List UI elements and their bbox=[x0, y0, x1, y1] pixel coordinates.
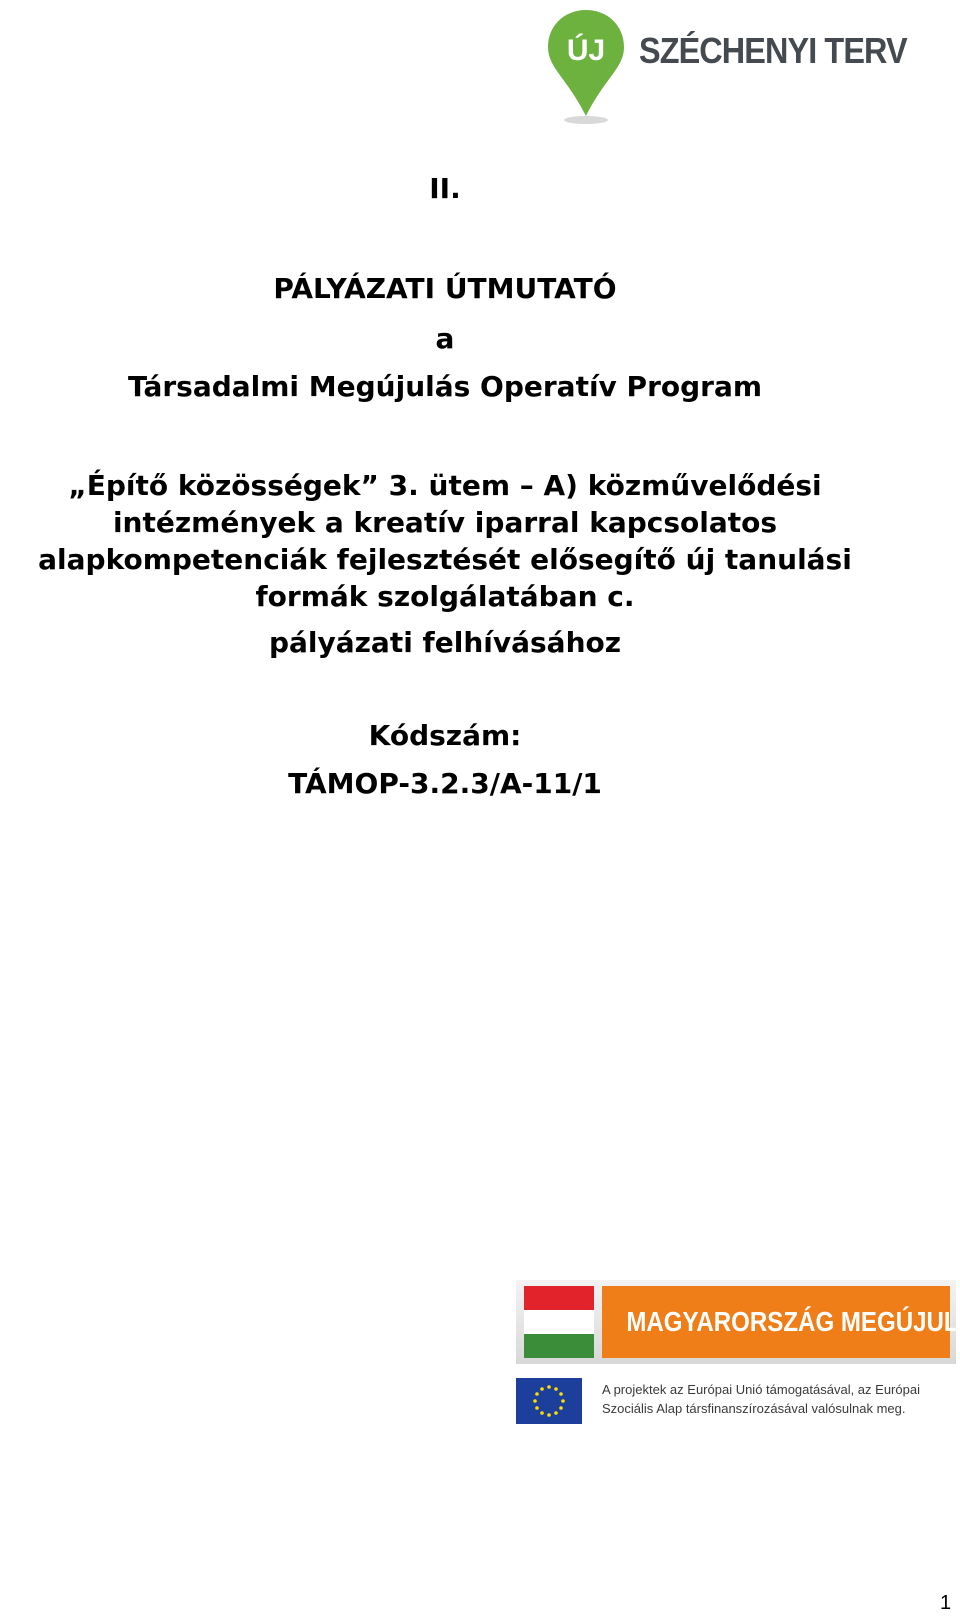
call-title-line: alapkompetenciák fejlesztését elősegítő új tanulási bbox=[38, 543, 852, 576]
call-title bbox=[0, 467, 890, 615]
code-number: TÁMOP-3.2.3/A-11/1 bbox=[288, 767, 602, 800]
banner-text: MAGYARORSZÁG MEGÚJUL bbox=[626, 1306, 959, 1337]
title-article: a bbox=[435, 322, 455, 355]
call-title-line: intézmények a kreatív iparral kapcsolatos bbox=[112, 506, 778, 539]
part-number: II. bbox=[429, 172, 461, 205]
code-label: Kódszám: bbox=[368, 719, 522, 752]
eu-statement-line: A projektek az Európai Unió támogatásával, az Európai bbox=[602, 1382, 920, 1397]
eu-funding-statement bbox=[602, 1380, 952, 1418]
document-title: PÁLYÁZATI ÚTMUTATÓ bbox=[273, 272, 617, 305]
szechenyi-terv-logo bbox=[545, 8, 925, 128]
hungarian-flag-icon bbox=[524, 1286, 594, 1358]
page-number: 1 bbox=[940, 1592, 952, 1614]
program-name: Társadalmi Megújulás Operatív Program bbox=[127, 370, 763, 403]
magyarorszag-megujul-logo bbox=[516, 1280, 959, 1430]
location-pin-icon bbox=[545, 8, 627, 128]
eu-statement-line: Szociális Alap társfinanszírozásával valósulnak meg. bbox=[602, 1401, 906, 1416]
logo-wordmark: SZÉCHENYI TERV bbox=[639, 30, 907, 71]
call-title-line: „Építő közösségek” 3. ütem – A) közművelődési bbox=[68, 469, 822, 502]
banner-background bbox=[516, 1280, 959, 1364]
eu-flag-icon bbox=[516, 1378, 582, 1424]
call-reference: pályázati felhívásához bbox=[268, 626, 622, 659]
call-title-line: formák szolgálatában c. bbox=[255, 580, 635, 613]
banner bbox=[602, 1286, 959, 1358]
pin-text: ÚJ bbox=[566, 34, 606, 67]
